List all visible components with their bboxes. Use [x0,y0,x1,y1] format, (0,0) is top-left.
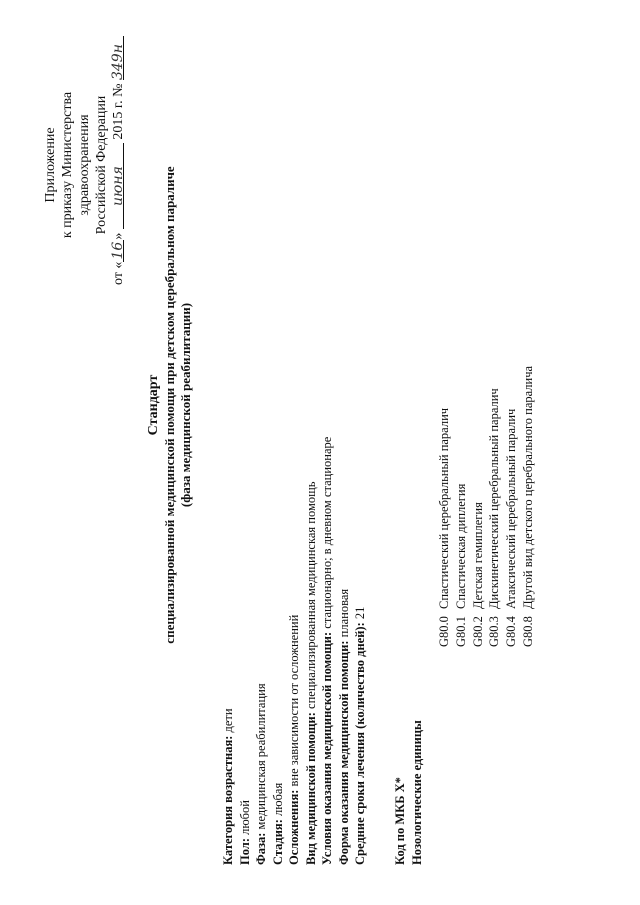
icd-code-heading: Код по МКБ X* [393,777,407,865]
list-item [486,366,503,647]
param-care-form: Форма оказания медицинской помощи: плановая [336,588,351,865]
diagnosis-name: Атаксический церебральный паралич [504,408,519,609]
icd-code: G80.3 [487,616,502,647]
diagnosis-name: Детская гемиплегия [470,502,485,609]
title-standard: Стандарт [146,374,161,436]
handwritten-number: 349н [110,36,124,80]
diagnosis-name: Дискинетический церебральный паралич [487,388,502,609]
title-phase: (фаза медицинской реабилитации) [178,302,193,508]
icd-code: G80.4 [504,616,519,647]
approval-federation: Российской Федерации [94,95,109,235]
title-subject: специализированной медицинской помощи при детском церебральном параличе [162,166,177,644]
standard-parameters [220,245,369,865]
list-item [470,366,487,647]
list-item [503,366,520,647]
param-treatment-duration: Средние сроки лечения (количество дней): 21 [353,606,367,865]
handwritten-month: июня [110,143,124,229]
param-stage: Стадия: любая [270,782,285,865]
icd-code: G80.0 [437,616,451,647]
approval-block [42,45,127,285]
param-complications: Осложнения: вне зависимости от осложнений [287,614,301,865]
approval-order: к приказу Министерства здравоохранения [60,91,92,239]
number-sign: № [111,83,126,97]
param-care-type: Вид медицинской помощи: специализированная медицинская помощь [303,481,318,865]
param-age-category: Категория возрастная: дети [221,708,235,865]
date-prefix: от « [111,261,126,285]
date-close: » [111,232,126,240]
icd-code: G80.8 [520,616,535,647]
approval-date-line [110,45,127,285]
param-phase: Фаза: медицинская реабилитация [254,683,268,865]
icd-code: G80.1 [453,616,468,647]
approval-annex: Приложение [43,127,58,203]
list-item [453,366,470,647]
list-item [520,366,537,647]
nosology-list [436,366,537,647]
diagnosis-name: Спастический церебральный паралич [437,407,451,609]
date-year: 2015 г. [111,100,126,140]
nosology-heading: Нозологические единицы [409,720,424,865]
handwritten-day: 16 [110,240,124,262]
document-title [146,135,194,675]
diagnosis-name: Другой вид детского церебрального паралича [520,365,535,609]
icd-code: G80.2 [470,616,485,647]
list-item [436,366,453,647]
param-care-conditions: Условия оказания медицинской помощи: стационарно; в дневном стационаре [320,436,334,865]
param-sex: Пол: любой [237,800,252,865]
diagnosis-name: Спастическая диплегия [453,483,468,609]
codes-heading [392,720,425,865]
